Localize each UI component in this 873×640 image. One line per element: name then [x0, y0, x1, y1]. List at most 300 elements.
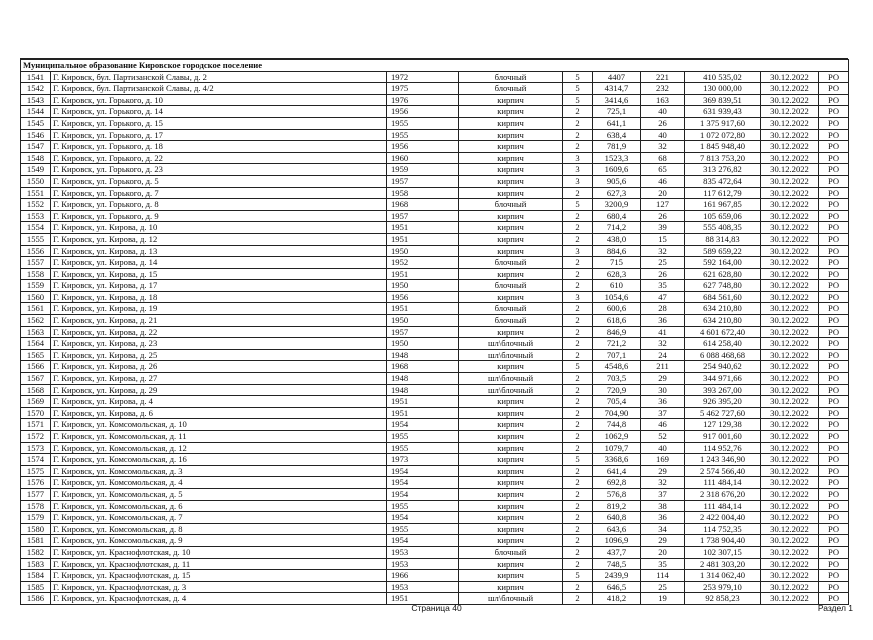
wall-material-cell: кирпич	[459, 268, 563, 280]
table-row	[21, 570, 849, 582]
residents-cell: 39	[641, 222, 685, 234]
year-built-cell: 1950	[387, 315, 459, 327]
table-row	[21, 222, 849, 234]
area-cell: 640,8	[593, 512, 641, 524]
wall-material-cell: блочный	[459, 83, 563, 95]
cost-cell: 1 072 072,80	[685, 129, 761, 141]
wall-material-cell: кирпич	[459, 187, 563, 199]
cost-cell: 4 601 672,40	[685, 326, 761, 338]
year-built-cell: 1954	[387, 477, 459, 489]
area-cell: 628,3	[593, 268, 641, 280]
cost-cell: 369 839,51	[685, 94, 761, 106]
address-cell: Г. Кировск, ул. Горького, д. 15	[51, 117, 387, 129]
wall-material-cell: кирпич	[459, 164, 563, 176]
year-built-cell: 1951	[387, 407, 459, 419]
table-row	[21, 141, 849, 153]
row-number-cell: 1565	[21, 349, 51, 361]
year-built-cell: 1950	[387, 338, 459, 350]
cost-cell: 6 088 468,68	[685, 349, 761, 361]
floors-cell: 2	[563, 431, 593, 443]
cost-cell: 684 561,60	[685, 291, 761, 303]
wall-material-cell: кирпич	[459, 129, 563, 141]
table-row	[21, 477, 849, 489]
row-number-cell: 1568	[21, 384, 51, 396]
residents-cell: 65	[641, 164, 685, 176]
row-number-cell: 1549	[21, 164, 51, 176]
year-built-cell: 1959	[387, 164, 459, 176]
row-number-cell: 1573	[21, 442, 51, 454]
area-cell: 646,5	[593, 581, 641, 593]
table-row	[21, 233, 849, 245]
wall-material-cell: блочный	[459, 303, 563, 315]
row-number-cell: 1548	[21, 152, 51, 164]
wall-material-cell: кирпич	[459, 431, 563, 443]
floors-cell: 2	[563, 117, 593, 129]
date-cell: 30.12.2022	[761, 396, 819, 408]
date-cell: 30.12.2022	[761, 500, 819, 512]
year-built-cell: 1951	[387, 593, 459, 605]
year-built-cell: 1955	[387, 431, 459, 443]
floors-cell: 2	[563, 268, 593, 280]
address-cell: Г. Кировск, ул. Краснофлотская, д. 10	[51, 546, 387, 558]
table-row	[21, 199, 849, 211]
table-row	[21, 152, 849, 164]
date-cell: 30.12.2022	[761, 431, 819, 443]
floors-cell: 2	[563, 187, 593, 199]
address-cell: Г. Кировск, ул. Горького, д. 10	[51, 94, 387, 106]
year-built-cell: 1968	[387, 361, 459, 373]
area-cell: 1054,6	[593, 291, 641, 303]
year-built-cell: 1956	[387, 291, 459, 303]
residents-cell: 36	[641, 315, 685, 327]
area-cell: 704,90	[593, 407, 641, 419]
floors-cell: 2	[563, 303, 593, 315]
wall-material-cell: кирпич	[459, 396, 563, 408]
area-cell: 576,8	[593, 488, 641, 500]
wall-material-cell: блочный	[459, 199, 563, 211]
floors-cell: 2	[563, 512, 593, 524]
year-built-cell: 1951	[387, 233, 459, 245]
address-cell: Г. Кировск, ул. Комсомольская, д. 5	[51, 488, 387, 500]
address-cell: Г. Кировск, ул. Кирова, д. 14	[51, 257, 387, 269]
table-row	[21, 373, 849, 385]
residents-cell: 19	[641, 593, 685, 605]
area-cell: 721,2	[593, 338, 641, 350]
table-row	[21, 106, 849, 118]
table-row	[21, 384, 849, 396]
table-row	[21, 488, 849, 500]
cost-cell: 1 243 346,90	[685, 454, 761, 466]
residents-cell: 221	[641, 71, 685, 83]
row-number-cell: 1578	[21, 500, 51, 512]
row-number-cell: 1575	[21, 465, 51, 477]
year-built-cell: 1956	[387, 141, 459, 153]
address-cell: Г. Кировск, ул. Горького, д. 5	[51, 175, 387, 187]
row-number-cell: 1586	[21, 593, 51, 605]
wall-material-cell: кирпич	[459, 291, 563, 303]
year-built-cell: 1955	[387, 442, 459, 454]
cost-cell: 2 481 303,20	[685, 558, 761, 570]
area-cell: 3368,6	[593, 454, 641, 466]
residents-cell: 114	[641, 570, 685, 582]
address-cell: Г. Кировск, ул. Горького, д. 8	[51, 199, 387, 211]
address-cell: Г. Кировск, ул. Комсомольская, д. 9	[51, 535, 387, 547]
floors-cell: 2	[563, 593, 593, 605]
table-row	[21, 326, 849, 338]
area-cell: 715	[593, 257, 641, 269]
residents-cell: 15	[641, 233, 685, 245]
address-cell: Г. Кировск, ул. Комсомольская, д. 7	[51, 512, 387, 524]
address-cell: Г. Кировск, ул. Горького, д. 9	[51, 210, 387, 222]
table-row	[21, 129, 849, 141]
wall-material-cell: кирпич	[459, 523, 563, 535]
address-cell: Г. Кировск, ул. Кирова, д. 15	[51, 268, 387, 280]
year-built-cell: 1954	[387, 535, 459, 547]
date-cell: 30.12.2022	[761, 442, 819, 454]
residents-cell: 47	[641, 291, 685, 303]
program-code-cell: РО	[819, 326, 849, 338]
program-code-cell: РО	[819, 280, 849, 292]
table-row	[21, 257, 849, 269]
area-cell: 643,6	[593, 523, 641, 535]
row-number-cell: 1559	[21, 280, 51, 292]
floors-cell: 2	[563, 419, 593, 431]
area-cell: 748,5	[593, 558, 641, 570]
floors-cell: 2	[563, 384, 593, 396]
address-cell: Г. Кировск, ул. Кирова, д. 12	[51, 233, 387, 245]
program-code-cell: РО	[819, 268, 849, 280]
floors-cell: 2	[563, 210, 593, 222]
program-code-cell: РО	[819, 558, 849, 570]
cost-cell: 2 422 004,40	[685, 512, 761, 524]
program-code-cell: РО	[819, 477, 849, 489]
date-cell: 30.12.2022	[761, 326, 819, 338]
cost-cell: 1 314 062,40	[685, 570, 761, 582]
floors-cell: 2	[563, 396, 593, 408]
address-cell: Г. Кировск, ул. Горького, д. 18	[51, 141, 387, 153]
program-code-cell: РО	[819, 187, 849, 199]
program-code-cell: РО	[819, 581, 849, 593]
date-cell: 30.12.2022	[761, 164, 819, 176]
program-code-cell: РО	[819, 407, 849, 419]
row-number-cell: 1583	[21, 558, 51, 570]
wall-material-cell: кирпич	[459, 581, 563, 593]
year-built-cell: 1957	[387, 175, 459, 187]
cost-cell: 2 574 566,40	[685, 465, 761, 477]
wall-material-cell: кирпич	[459, 233, 563, 245]
area-cell: 4548,6	[593, 361, 641, 373]
area-cell: 744,8	[593, 419, 641, 431]
table-row	[21, 315, 849, 327]
residents-cell: 37	[641, 407, 685, 419]
wall-material-cell: кирпич	[459, 442, 563, 454]
date-cell: 30.12.2022	[761, 488, 819, 500]
wall-material-cell: кирпич	[459, 326, 563, 338]
address-cell: Г. Кировск, ул. Кирова, д. 25	[51, 349, 387, 361]
area-cell: 781,9	[593, 141, 641, 153]
residents-cell: 232	[641, 83, 685, 95]
program-code-cell: РО	[819, 129, 849, 141]
row-number-cell: 1570	[21, 407, 51, 419]
program-code-cell: РО	[819, 257, 849, 269]
table-row	[21, 465, 849, 477]
year-built-cell: 1973	[387, 454, 459, 466]
table-row	[21, 280, 849, 292]
area-cell: 4407	[593, 71, 641, 83]
area-cell: 3200,9	[593, 199, 641, 211]
date-cell: 30.12.2022	[761, 141, 819, 153]
table-row	[21, 164, 849, 176]
floors-cell: 3	[563, 291, 593, 303]
wall-material-cell: блочный	[459, 71, 563, 83]
cost-cell: 1 845 948,40	[685, 141, 761, 153]
wall-material-cell: кирпич	[459, 222, 563, 234]
area-cell: 725,1	[593, 106, 641, 118]
table-row	[21, 361, 849, 373]
residents-cell: 32	[641, 141, 685, 153]
address-cell: Г. Кировск, ул. Кирова, д. 29	[51, 384, 387, 396]
residents-cell: 34	[641, 523, 685, 535]
address-cell: Г. Кировск, ул. Кирова, д. 26	[51, 361, 387, 373]
date-cell: 30.12.2022	[761, 175, 819, 187]
wall-material-cell: кирпич	[459, 175, 563, 187]
address-cell: Г. Кировск, ул. Комсомольская, д. 8	[51, 523, 387, 535]
address-cell: Г. Кировск, бул. Партизанской Славы, д. 4/2	[51, 83, 387, 95]
area-cell: 703,5	[593, 373, 641, 385]
area-cell: 1096,9	[593, 535, 641, 547]
year-built-cell: 1966	[387, 570, 459, 582]
program-code-cell: РО	[819, 523, 849, 535]
date-cell: 30.12.2022	[761, 129, 819, 141]
floors-cell: 5	[563, 83, 593, 95]
cost-cell: 627 748,80	[685, 280, 761, 292]
program-code-cell: РО	[819, 419, 849, 431]
floors-cell: 2	[563, 465, 593, 477]
row-number-cell: 1572	[21, 431, 51, 443]
year-built-cell: 1954	[387, 419, 459, 431]
row-number-cell: 1555	[21, 233, 51, 245]
row-number-cell: 1558	[21, 268, 51, 280]
program-code-cell: РО	[819, 384, 849, 396]
area-cell: 692,8	[593, 477, 641, 489]
address-cell: Г. Кировск, ул. Комсомольская, д. 12	[51, 442, 387, 454]
cost-cell: 589 659,22	[685, 245, 761, 257]
cost-cell: 631 939,43	[685, 106, 761, 118]
residents-cell: 163	[641, 94, 685, 106]
area-cell: 610	[593, 280, 641, 292]
area-cell: 641,1	[593, 117, 641, 129]
address-cell: Г. Кировск, ул. Горького, д. 7	[51, 187, 387, 199]
floors-cell: 2	[563, 141, 593, 153]
year-built-cell: 1975	[387, 83, 459, 95]
row-number-cell: 1547	[21, 141, 51, 153]
area-cell: 905,6	[593, 175, 641, 187]
date-cell: 30.12.2022	[761, 558, 819, 570]
address-cell: Г. Кировск, ул. Краснофлотская, д. 15	[51, 570, 387, 582]
floors-cell: 2	[563, 442, 593, 454]
floors-cell: 5	[563, 71, 593, 83]
date-cell: 30.12.2022	[761, 512, 819, 524]
program-code-cell: РО	[819, 431, 849, 443]
program-code-cell: РО	[819, 106, 849, 118]
date-cell: 30.12.2022	[761, 581, 819, 593]
row-number-cell: 1557	[21, 257, 51, 269]
date-cell: 30.12.2022	[761, 268, 819, 280]
residents-cell: 52	[641, 431, 685, 443]
year-built-cell: 1948	[387, 349, 459, 361]
cost-cell: 105 659,06	[685, 210, 761, 222]
table-row	[21, 512, 849, 524]
area-cell: 819,2	[593, 500, 641, 512]
row-number-cell: 1571	[21, 419, 51, 431]
year-built-cell: 1954	[387, 488, 459, 500]
residents-cell: 28	[641, 303, 685, 315]
row-number-cell: 1556	[21, 245, 51, 257]
area-cell: 707,1	[593, 349, 641, 361]
cost-cell: 634 210,80	[685, 315, 761, 327]
address-cell: Г. Кировск, ул. Кирова, д. 10	[51, 222, 387, 234]
table-row	[21, 581, 849, 593]
page-number: Страница 40	[411, 603, 462, 613]
cost-cell: 161 967,85	[685, 199, 761, 211]
program-code-cell: РО	[819, 164, 849, 176]
row-number-cell: 1584	[21, 570, 51, 582]
cost-cell: 130 000,00	[685, 83, 761, 95]
row-number-cell: 1562	[21, 315, 51, 327]
program-code-cell: РО	[819, 373, 849, 385]
cost-cell: 1 375 917,60	[685, 117, 761, 129]
address-cell: Г. Кировск, ул. Комсомольская, д. 6	[51, 500, 387, 512]
wall-material-cell: кирпич	[459, 245, 563, 257]
section-label: Раздел 1	[817, 603, 853, 613]
row-number-cell: 1551	[21, 187, 51, 199]
table-row	[21, 94, 849, 106]
residents-cell: 30	[641, 384, 685, 396]
area-cell: 638,4	[593, 129, 641, 141]
floors-cell: 2	[563, 106, 593, 118]
floors-cell: 2	[563, 280, 593, 292]
row-number-cell: 1553	[21, 210, 51, 222]
year-built-cell: 1953	[387, 558, 459, 570]
wall-material-cell: кирпич	[459, 570, 563, 582]
floors-cell: 2	[563, 233, 593, 245]
year-built-cell: 1951	[387, 268, 459, 280]
date-cell: 30.12.2022	[761, 477, 819, 489]
table-row	[21, 546, 849, 558]
year-built-cell: 1955	[387, 523, 459, 535]
residents-cell: 35	[641, 558, 685, 570]
wall-material-cell: кирпич	[459, 117, 563, 129]
cost-cell: 114 752,35	[685, 523, 761, 535]
year-built-cell: 1951	[387, 222, 459, 234]
floors-cell: 2	[563, 222, 593, 234]
wall-material-cell: кирпич	[459, 141, 563, 153]
area-cell: 4314,7	[593, 83, 641, 95]
row-number-cell: 1552	[21, 199, 51, 211]
area-cell: 1523,3	[593, 152, 641, 164]
table-body	[21, 60, 849, 605]
row-number-cell: 1569	[21, 396, 51, 408]
wall-material-cell: кирпич	[459, 535, 563, 547]
residents-cell: 211	[641, 361, 685, 373]
year-built-cell: 1952	[387, 257, 459, 269]
table-row	[21, 291, 849, 303]
wall-material-cell: кирпич	[459, 454, 563, 466]
row-number-cell: 1544	[21, 106, 51, 118]
program-code-cell: РО	[819, 593, 849, 605]
residents-cell: 169	[641, 454, 685, 466]
area-cell: 1079,7	[593, 442, 641, 454]
wall-material-cell: шл\блочный	[459, 384, 563, 396]
address-cell: Г. Кировск, ул. Кирова, д. 22	[51, 326, 387, 338]
area-cell: 846,9	[593, 326, 641, 338]
year-built-cell: 1956	[387, 106, 459, 118]
address-cell: Г. Кировск, ул. Кирова, д. 13	[51, 245, 387, 257]
wall-material-cell: шл\блочный	[459, 593, 563, 605]
row-number-cell: 1561	[21, 303, 51, 315]
wall-material-cell: кирпич	[459, 477, 563, 489]
wall-material-cell: кирпич	[459, 500, 563, 512]
program-code-cell: РО	[819, 546, 849, 558]
table-row	[21, 245, 849, 257]
program-code-cell: РО	[819, 222, 849, 234]
address-cell: Г. Кировск, бул. Партизанской Славы, д. 2	[51, 71, 387, 83]
program-code-cell: РО	[819, 338, 849, 350]
floors-cell: 2	[563, 326, 593, 338]
row-number-cell: 1566	[21, 361, 51, 373]
address-cell: Г. Кировск, ул. Комсомольская, д. 4	[51, 477, 387, 489]
date-cell: 30.12.2022	[761, 465, 819, 477]
area-cell: 418,2	[593, 593, 641, 605]
residents-cell: 46	[641, 175, 685, 187]
residents-cell: 32	[641, 477, 685, 489]
floors-cell: 2	[563, 257, 593, 269]
row-number-cell: 1581	[21, 535, 51, 547]
wall-material-cell: кирпич	[459, 488, 563, 500]
row-number-cell: 1564	[21, 338, 51, 350]
residents-cell: 46	[641, 419, 685, 431]
cost-cell: 92 858,23	[685, 593, 761, 605]
date-cell: 30.12.2022	[761, 245, 819, 257]
year-built-cell: 1955	[387, 117, 459, 129]
floors-cell: 2	[563, 488, 593, 500]
residents-cell: 24	[641, 349, 685, 361]
date-cell: 30.12.2022	[761, 71, 819, 83]
program-code-cell: РО	[819, 396, 849, 408]
area-cell: 3414,6	[593, 94, 641, 106]
date-cell: 30.12.2022	[761, 535, 819, 547]
floors-cell: 2	[563, 500, 593, 512]
date-cell: 30.12.2022	[761, 280, 819, 292]
area-cell: 618,6	[593, 315, 641, 327]
row-number-cell: 1550	[21, 175, 51, 187]
table-row	[21, 419, 849, 431]
cost-cell: 2 318 676,20	[685, 488, 761, 500]
table-row	[21, 349, 849, 361]
year-built-cell: 1951	[387, 303, 459, 315]
residents-cell: 37	[641, 488, 685, 500]
date-cell: 30.12.2022	[761, 384, 819, 396]
area-cell: 680,4	[593, 210, 641, 222]
cost-cell: 117 612,79	[685, 187, 761, 199]
row-number-cell: 1582	[21, 546, 51, 558]
cost-cell: 614 258,40	[685, 338, 761, 350]
date-cell: 30.12.2022	[761, 117, 819, 129]
date-cell: 30.12.2022	[761, 570, 819, 582]
row-number-cell: 1576	[21, 477, 51, 489]
residents-cell: 26	[641, 268, 685, 280]
program-code-cell: РО	[819, 349, 849, 361]
